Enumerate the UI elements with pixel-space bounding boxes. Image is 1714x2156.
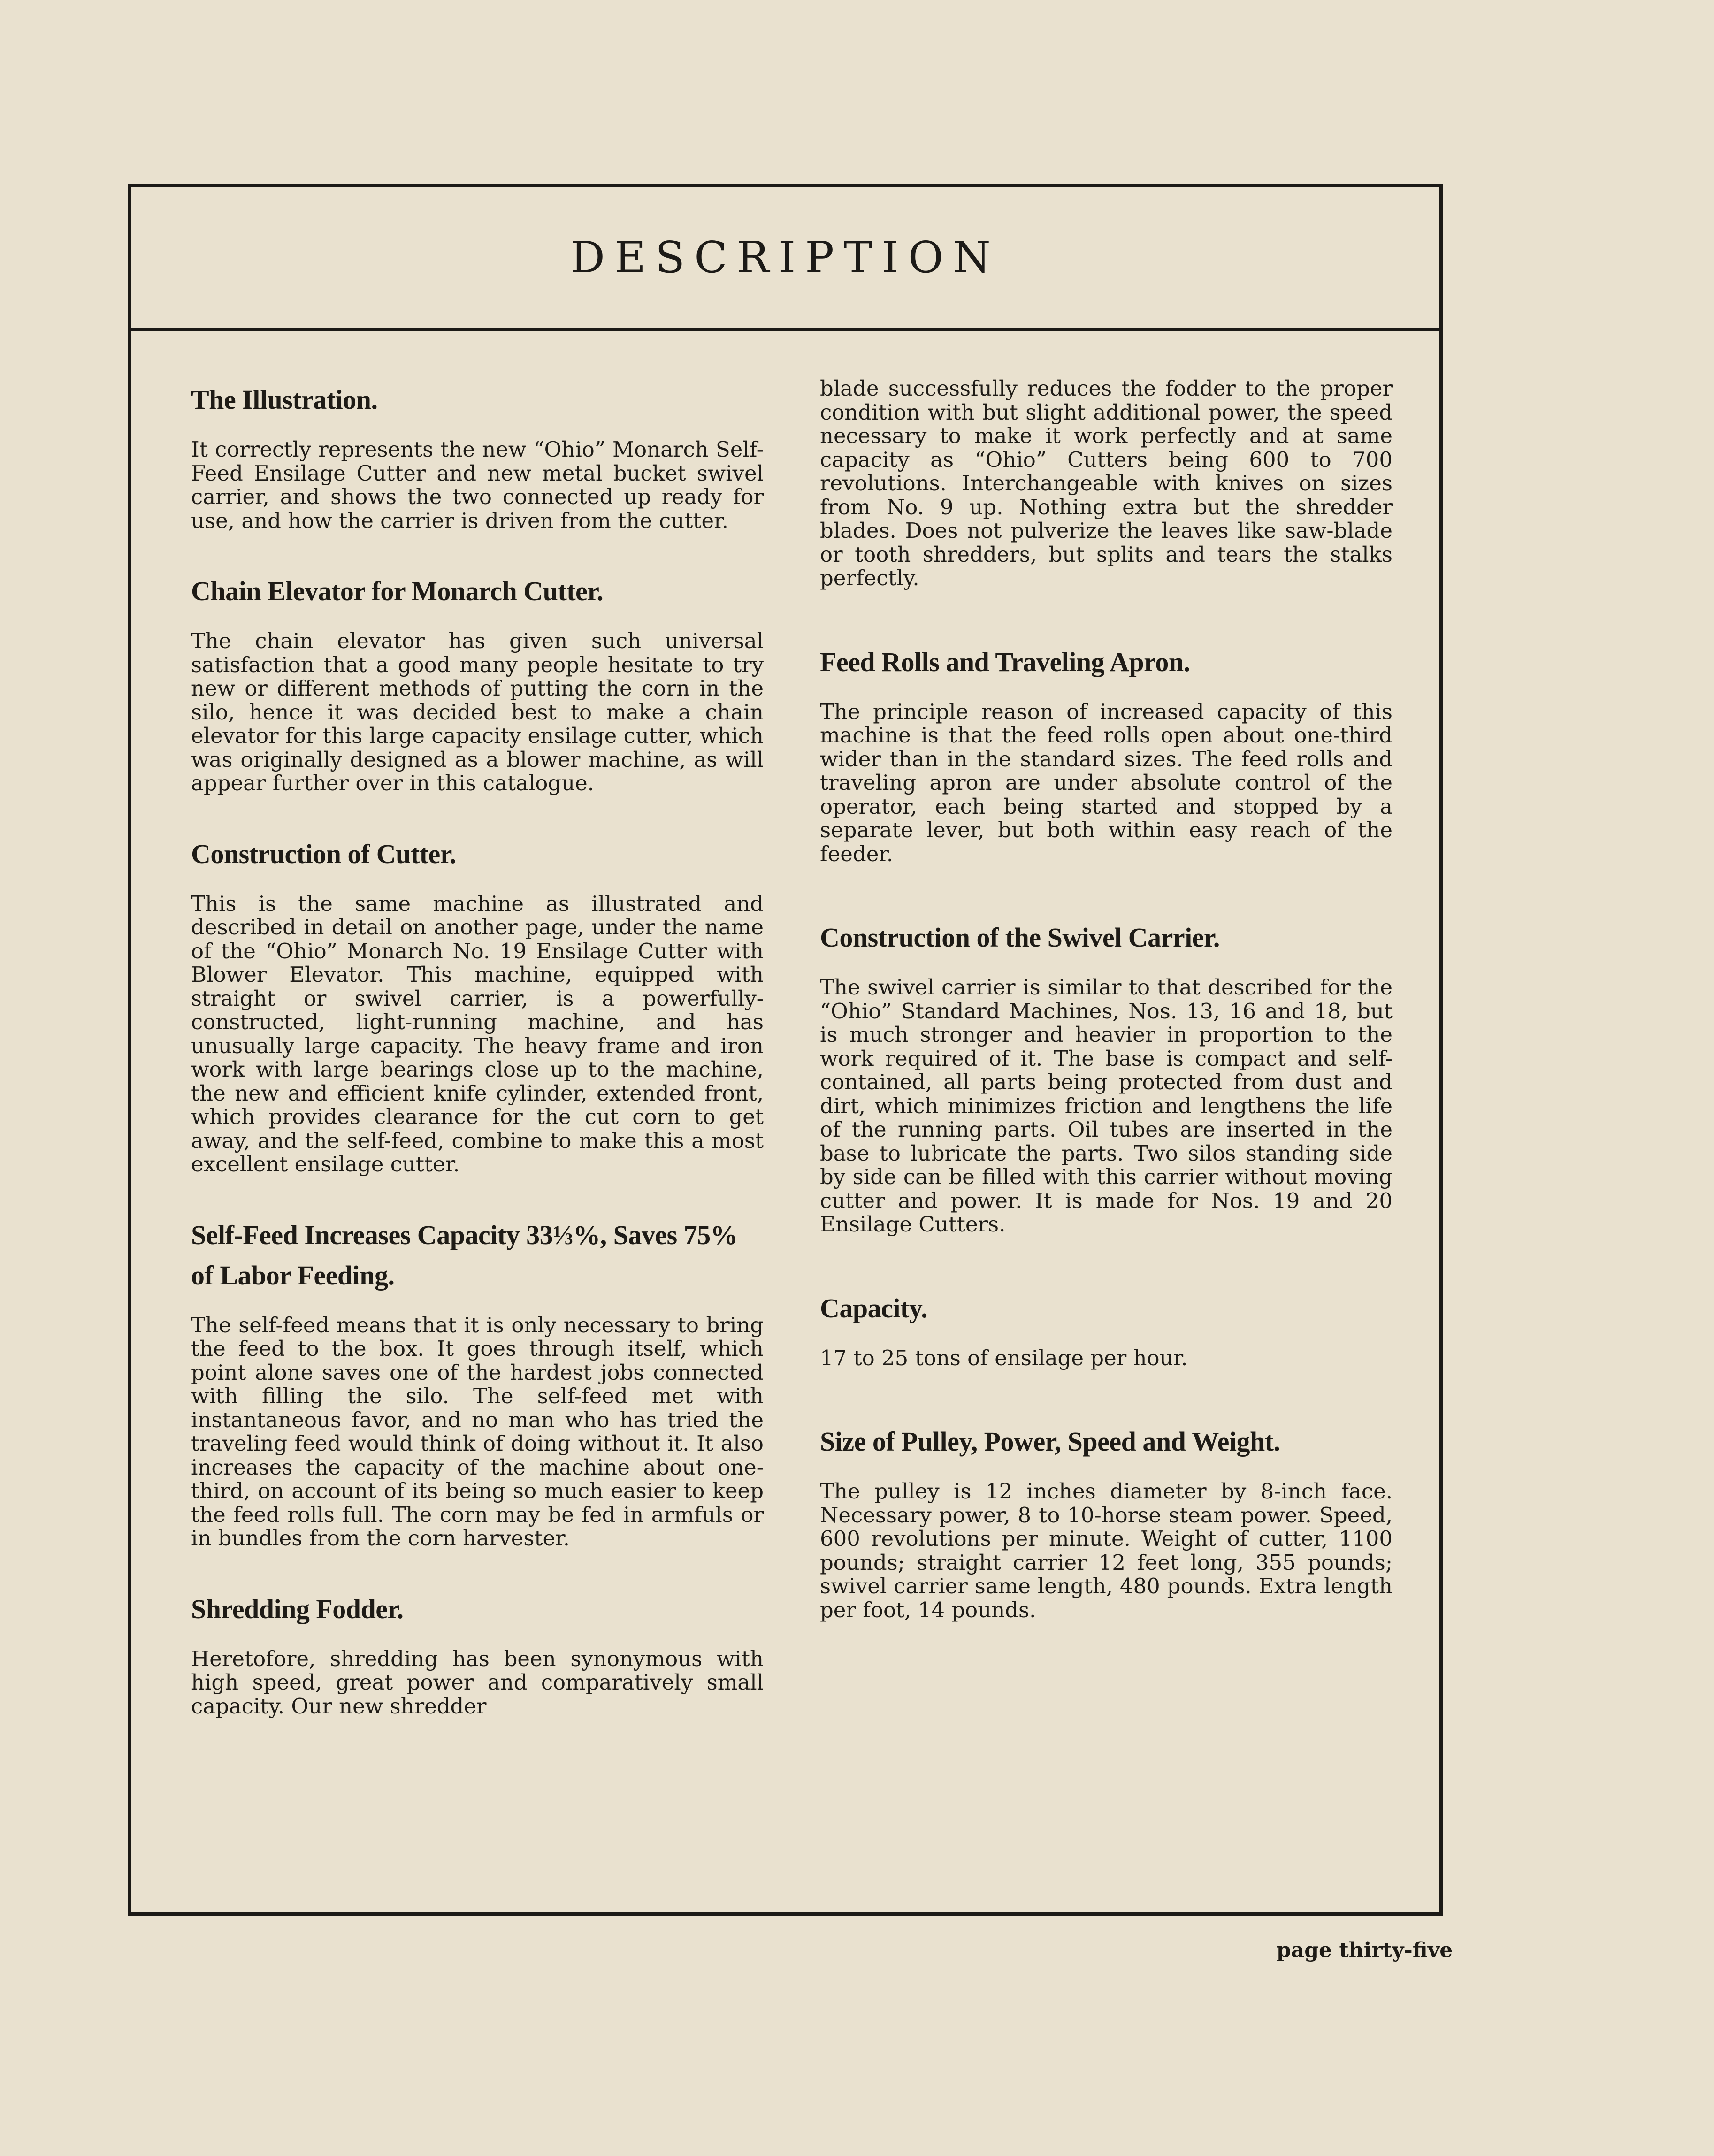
section-capacity [820, 1288, 1393, 1370]
section-body: The chain elevator has given such universal satisfaction that a good many people hesitate to try new or different methods of putting the corn in the silo, hence it was decided best to make a chain elevator for this large capacity ensilage cutter, which was originally designed as a blower machine, as will appear further over in this catalogue. [191, 628, 764, 795]
section-body: It correctly represents the new “Ohio” Monarch Self-Feed Ensilage Cutter and new metal bucket swivel carrier, and shows the two connected up ready for use, and how the carrier is driven from the cutter. [191, 437, 764, 533]
section-construction-cutter [191, 834, 764, 1177]
section-illustration [191, 380, 764, 533]
section-body: The self-feed means that it is only necessary to bring the feed to the box. It goes through itself, which point alone saves one of the hardest jobs connected with filling the silo. The self-feed met with instantaneous favor, and no man who has tried the traveling feed would think of doing without it. It also increases the capacity of the machine about one-third, on account of its being so much easier to keep the feed rolls full. The corn may be fed in armfuls or in bundles from the corn harvester. [191, 1312, 764, 1551]
section-body: This is the same machine as illustrated and described in detail on another page, under the name of the “Ohio” Monarch No. 19 Ensilage Cutter with Blower Elevator. This machine, equipped with straight or swivel carrier, is a powerfully-constructed, light-running machine, and has unusually large capacity. The heavy frame and iron work with large bearings close up to the machine, the new and efficient knife cylinder, extended front, which provides clearance for the cut corn to get away, and the self-feed, combine to make this a most excellent ensilage cutter. [191, 891, 764, 1177]
section-body: The swivel carrier is similar to that described for the “Ohio” Standard Machines, Nos. 13, 16 and 18, but is much stronger and heavier in proportion to the work required of it. The base is compact and self-contained, all parts being protected from dust and dirt, which minimizes friction and lengthens the life of the running parts. Oil tubes are inserted in the base to lubricate the parts. Two silos standing side by side can be filled with this carrier without moving cutter and power. It is made for Nos. 19 and 20 Ensilage Cutters. [820, 975, 1393, 1237]
section-heading: Shredding Fodder. [191, 1593, 404, 1624]
section-heading: Construction of the Swivel Carrier. [820, 922, 1220, 953]
left-column [191, 380, 764, 1757]
section-shredding-fodder [191, 1589, 764, 1719]
section-heading: Construction of Cutter. [191, 838, 456, 869]
section-pulley-power [820, 1422, 1393, 1622]
section-body: Heretofore, shredding has been synonymous with high speed, great power and comparatively small capacity. Our new shredder [191, 1646, 764, 1719]
section-heading: Size of Pulley, Power, Speed and Weight. [820, 1426, 1280, 1457]
section-self-feed [191, 1215, 764, 1551]
section-heading: Self-Feed Increases Capacity 33⅓%, Saves 75% of Labor Feeding. [191, 1219, 738, 1291]
page-number: page thirty-five [1277, 1938, 1453, 1962]
section-heading: Chain Elevator for Monarch Cutter. [191, 576, 604, 606]
section-body: The pulley is 12 inches diameter by 8-inch face. Necessary power, 8 to 10-horse steam power. Speed, 600 revolutions per minute. Weight of cutter, 1100 pounds; straight carrier 12 feet long, 355 pounds; swivel carrier same length, 480 pounds. Extra length per foot, 14 pounds. [820, 1479, 1393, 1622]
section-heading: Capacity. [820, 1292, 928, 1323]
section-swivel-carrier [820, 917, 1393, 1237]
section-heading: The Illustration. [191, 384, 378, 415]
section-body: blade successfully reduces the fodder to the proper condition with but slight additional power, the speed necessary to make it work perfectly and at same capacity as “Ohio” Cutters being 600 to 700 revolutions. Interchangeable with knives on sizes from No. 9 up. Nothing extra but the shredder blades. Does not pulverize the leaves like saw-blade or tooth shredders, but splits and tears the stalks perfectly. [820, 376, 1393, 590]
section-heading: Feed Rolls and Traveling Apron. [820, 646, 1190, 677]
section-body: The principle reason of increased capacity of this machine is that the feed rolls open about one-third wider than in the standard sizes. The feed rolls and traveling apron are under absolute control of the operator, each being started and stopped by a separate lever, but both within easy reach of the feeder. [820, 699, 1393, 866]
page-title: DESCRIPTION [570, 232, 1000, 283]
right-column [820, 377, 1393, 1674]
section-feed-rolls [820, 642, 1393, 866]
section-chain-elevator [191, 571, 764, 795]
section-body: 17 to 25 tons of ensilage per hour. [820, 1345, 1188, 1370]
title-band [131, 187, 1439, 331]
description-frame [128, 184, 1443, 1916]
section-shredding-continued [820, 377, 1393, 590]
